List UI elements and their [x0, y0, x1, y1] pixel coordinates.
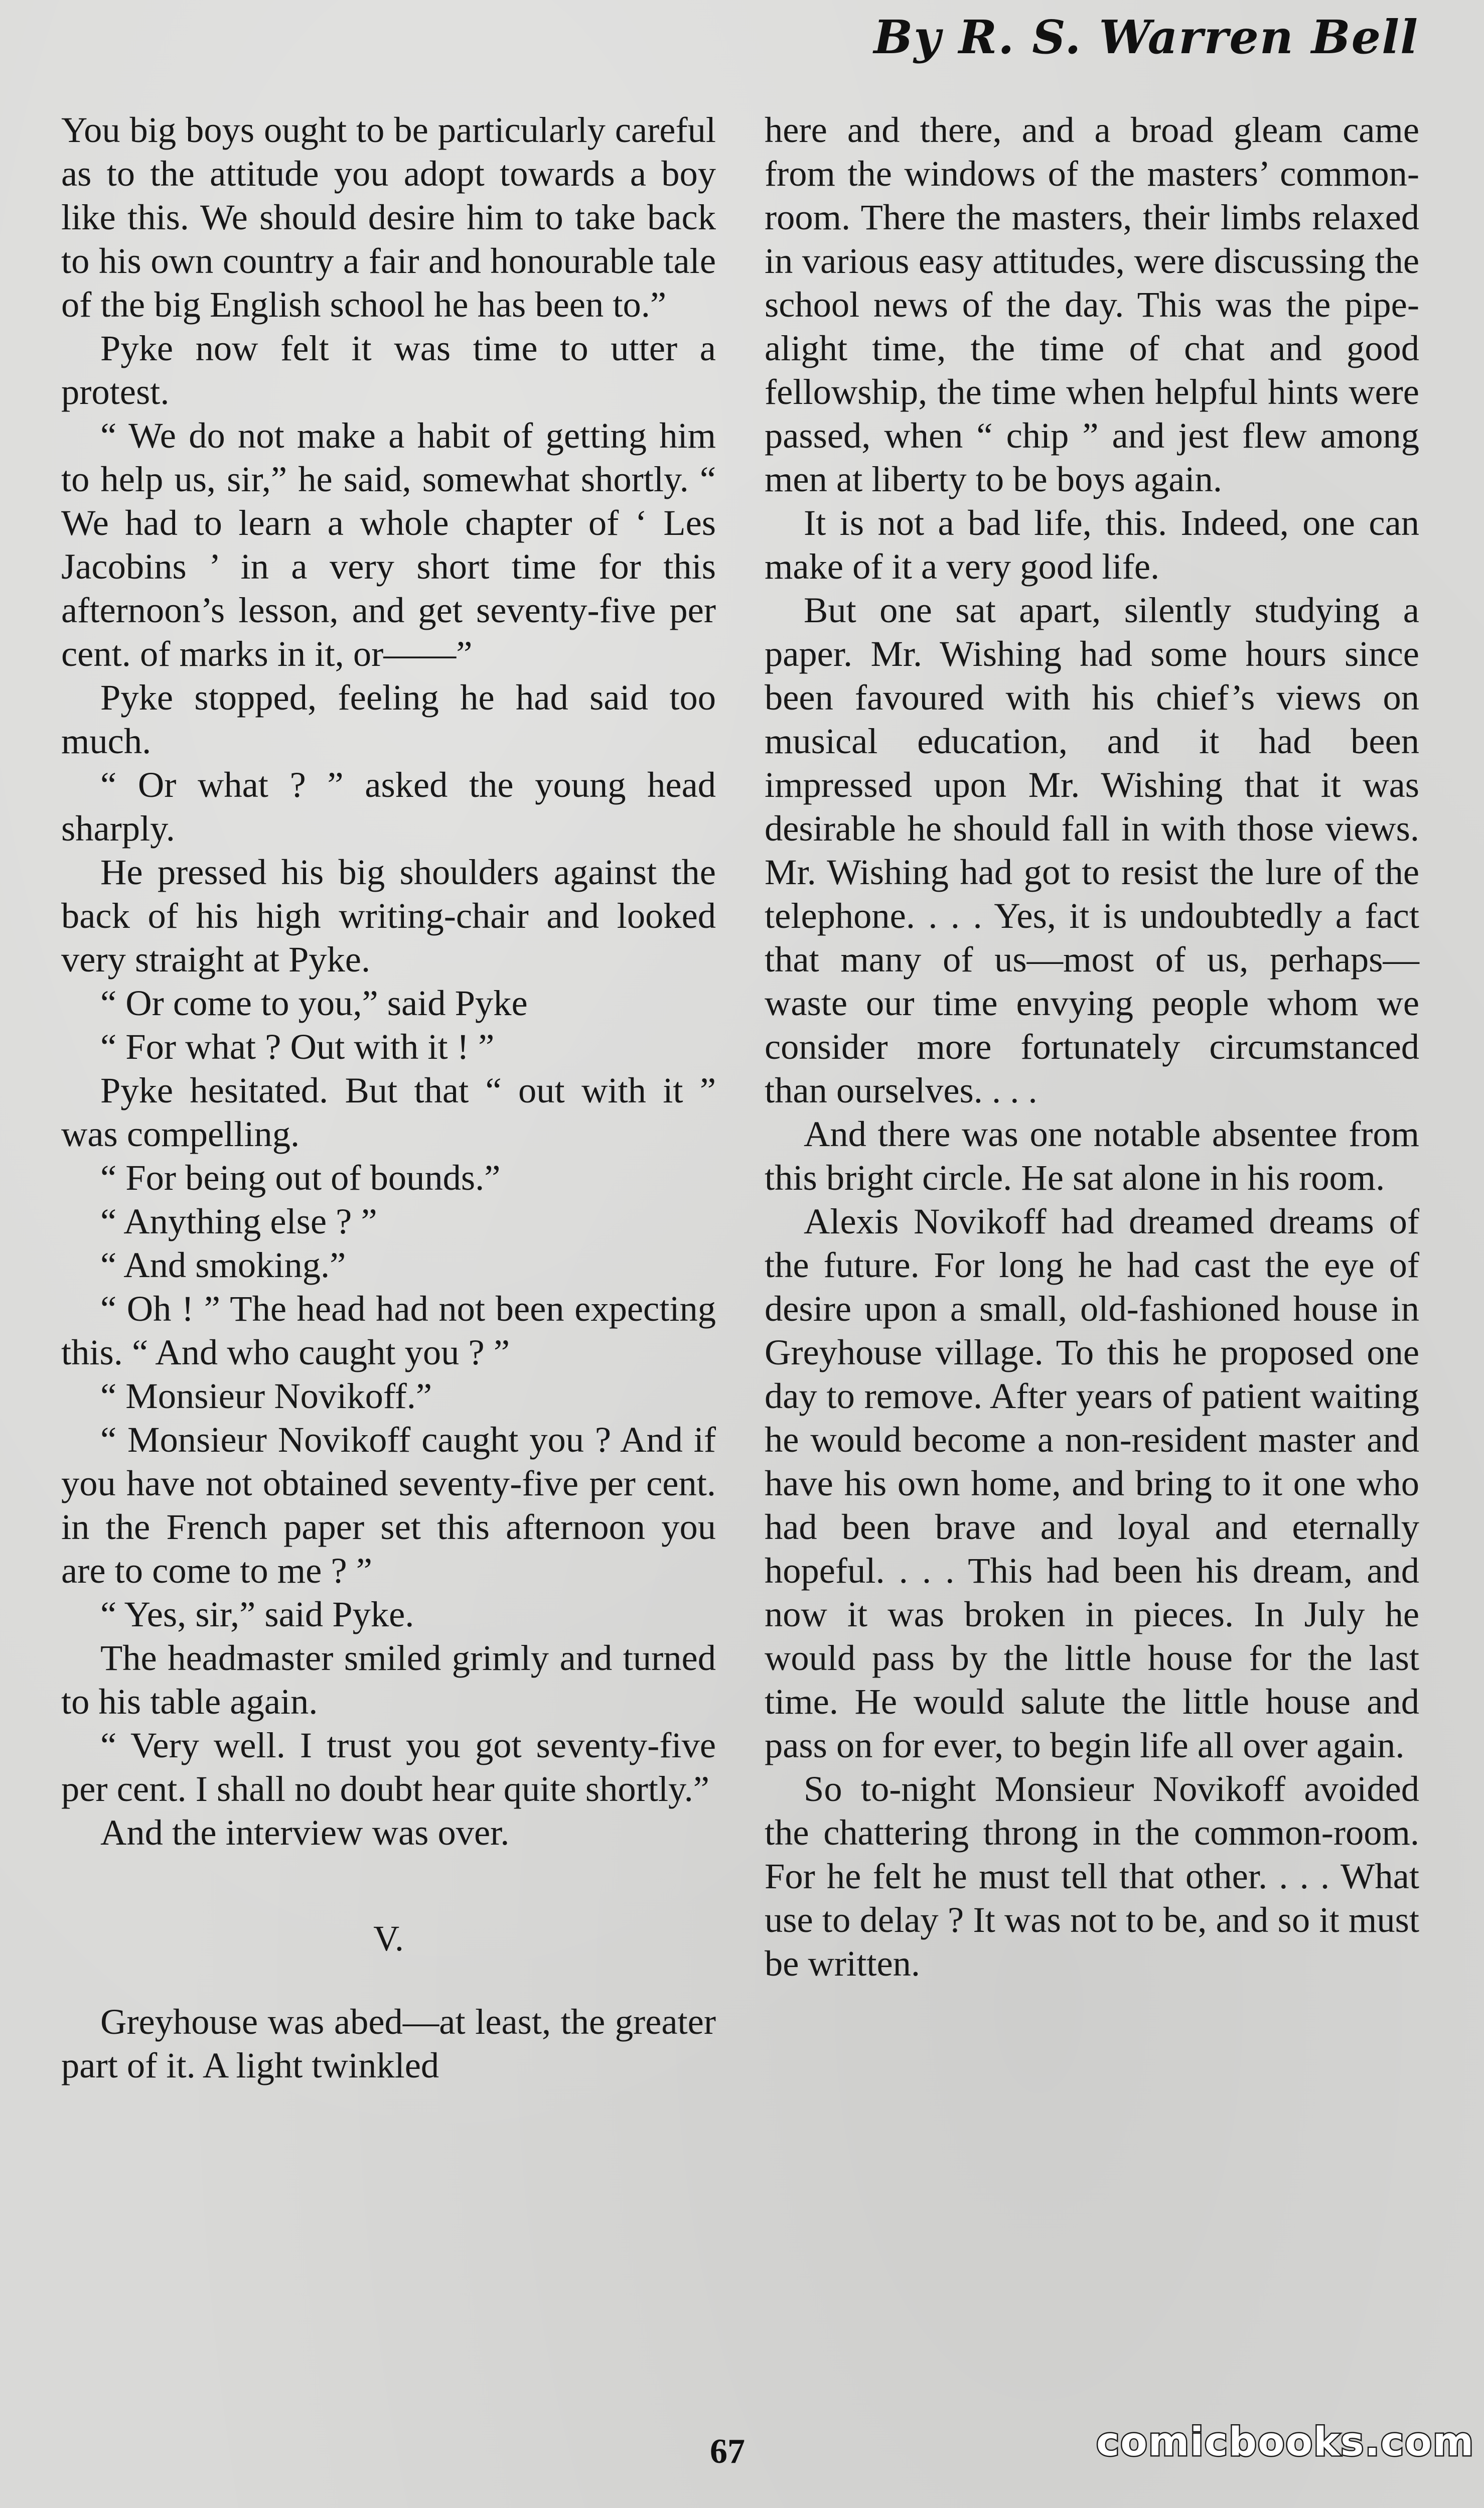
paragraph: “ Monsieur Novikoff caught you ? And if you have not obtained seventy-five per cent. in the French paper set this afternoon you are to come to me ? ” — [61, 1419, 716, 1591]
paragraph: “ For what ? Out with it ! ” — [100, 1026, 495, 1067]
right-text-column — [765, 108, 1419, 1985]
paragraph: Pyke stopped, feeling he had said too much. — [61, 677, 716, 761]
paragraph: But one sat apart, silently studying a paper. Mr. Wishing had some hours since been favoured with his chief’s views on musical education, and it had been impressed upon Mr. Wishing that it was desirable he should fall in with those views. Mr. Wishing had got to resist the lure of the telephone. . . . Yes, it is undoubtedly a fact that many of us—most of us, perhaps—waste our time envying people whom we consider more fortunately circumstanced than ourselves. . . . — [765, 590, 1419, 1110]
chapter-heading: V. — [373, 1918, 404, 1959]
paragraph: You big boys ought to be particularly careful as to the attitude you adopt towards a boy like this. We should desire him to take back to his own country a fair and honourable tale of the big English school he has been to.” — [61, 109, 716, 325]
paragraph: “ Or what ? ” asked the young head sharply. — [61, 764, 716, 849]
author-byline: By R. S. Warren Bell — [873, 10, 1419, 64]
paragraph: “ We do not make a habit of getting him to help us, sir,” he said, somewhat shortly. “ We had to learn a whole chapter of ‘ Les Jacobins ’ in a very short time for this afternoon’s lesson, and get seventy-five per cent. of marks in it, or——” — [61, 415, 716, 674]
left-text-column — [61, 108, 716, 2087]
paragraph: And the interview was over. — [100, 1812, 510, 1853]
paragraph: “ For being out of bounds.” — [100, 1157, 501, 1198]
paragraph: And there was one notable absentee from this bright circle. He sat alone in his room. — [765, 1113, 1419, 1198]
paragraph: Greyhouse was abed—at least, the greater part of it. A light twinkled — [61, 2001, 716, 2085]
paragraph: “ Yes, sir,” said Pyke. — [100, 1594, 414, 1634]
paragraph: “ And smoking.” — [100, 1244, 346, 1285]
paragraph: “ Or come to you,” said Pyke — [100, 983, 528, 1023]
paragraph: “ Very well. I trust you got seventy-five per cent. I shall no doubt hear quite shortly.” — [61, 1725, 716, 1809]
paragraph: So to-night Monsieur Novikoff avoided the chattering throng in the common-room. For he felt he must tell that other. . . . What use to delay ? It was not to be, and so it must be written. — [765, 1768, 1419, 1984]
page-number: 67 — [710, 2432, 745, 2471]
paragraph: Alexis Novikoff had dreamed dreams of the future. For long he had cast the eye of desire upon a small, old-fashioned house in Greyhouse village. To this he proposed one day to remove. After years of patient waiting he would become a non-resident master and have his own home, and bring to it one who had been brave and loyal and eternally hopeful. . . . This had been his dream, and now it was broken in pieces. In July he would pass by the little house for the last time. He would salute the little house and pass on for ever, to begin life all over again. — [765, 1201, 1419, 1765]
site-watermark: comicbooks.com — [1096, 2420, 1475, 2465]
paragraph: “ Anything else ? ” — [100, 1201, 377, 1241]
paragraph: Pyke now felt it was time to utter a protest. — [61, 328, 716, 412]
paragraph: “ Monsieur Novikoff.” — [100, 1375, 432, 1416]
paragraph: here and there, and a broad gleam came from the windows of the masters’ common-room. There the masters, their limbs relaxed in various easy attitudes, were discussing the school news of the day. This was the pipe-alight time, the time of chat and good fellowship, the time when helpful hints were passed, when “ chip ” and jest flew among men at liberty to be boys again. — [765, 109, 1419, 499]
paragraph: “ Oh ! ” The head had not been expecting this. “ And who caught you ? ” — [61, 1288, 716, 1372]
paragraph: Pyke hesitated. But that “ out with it ” was compelling. — [61, 1070, 716, 1154]
paragraph: It is not a bad life, this. Indeed, one can make of it a very good life. — [765, 502, 1419, 587]
paragraph: He pressed his big shoulders against the back of his high writing-chair and looked very straight at Pyke. — [61, 852, 716, 980]
paragraph: The headmaster smiled grimly and turned to his table again. — [61, 1637, 716, 1722]
